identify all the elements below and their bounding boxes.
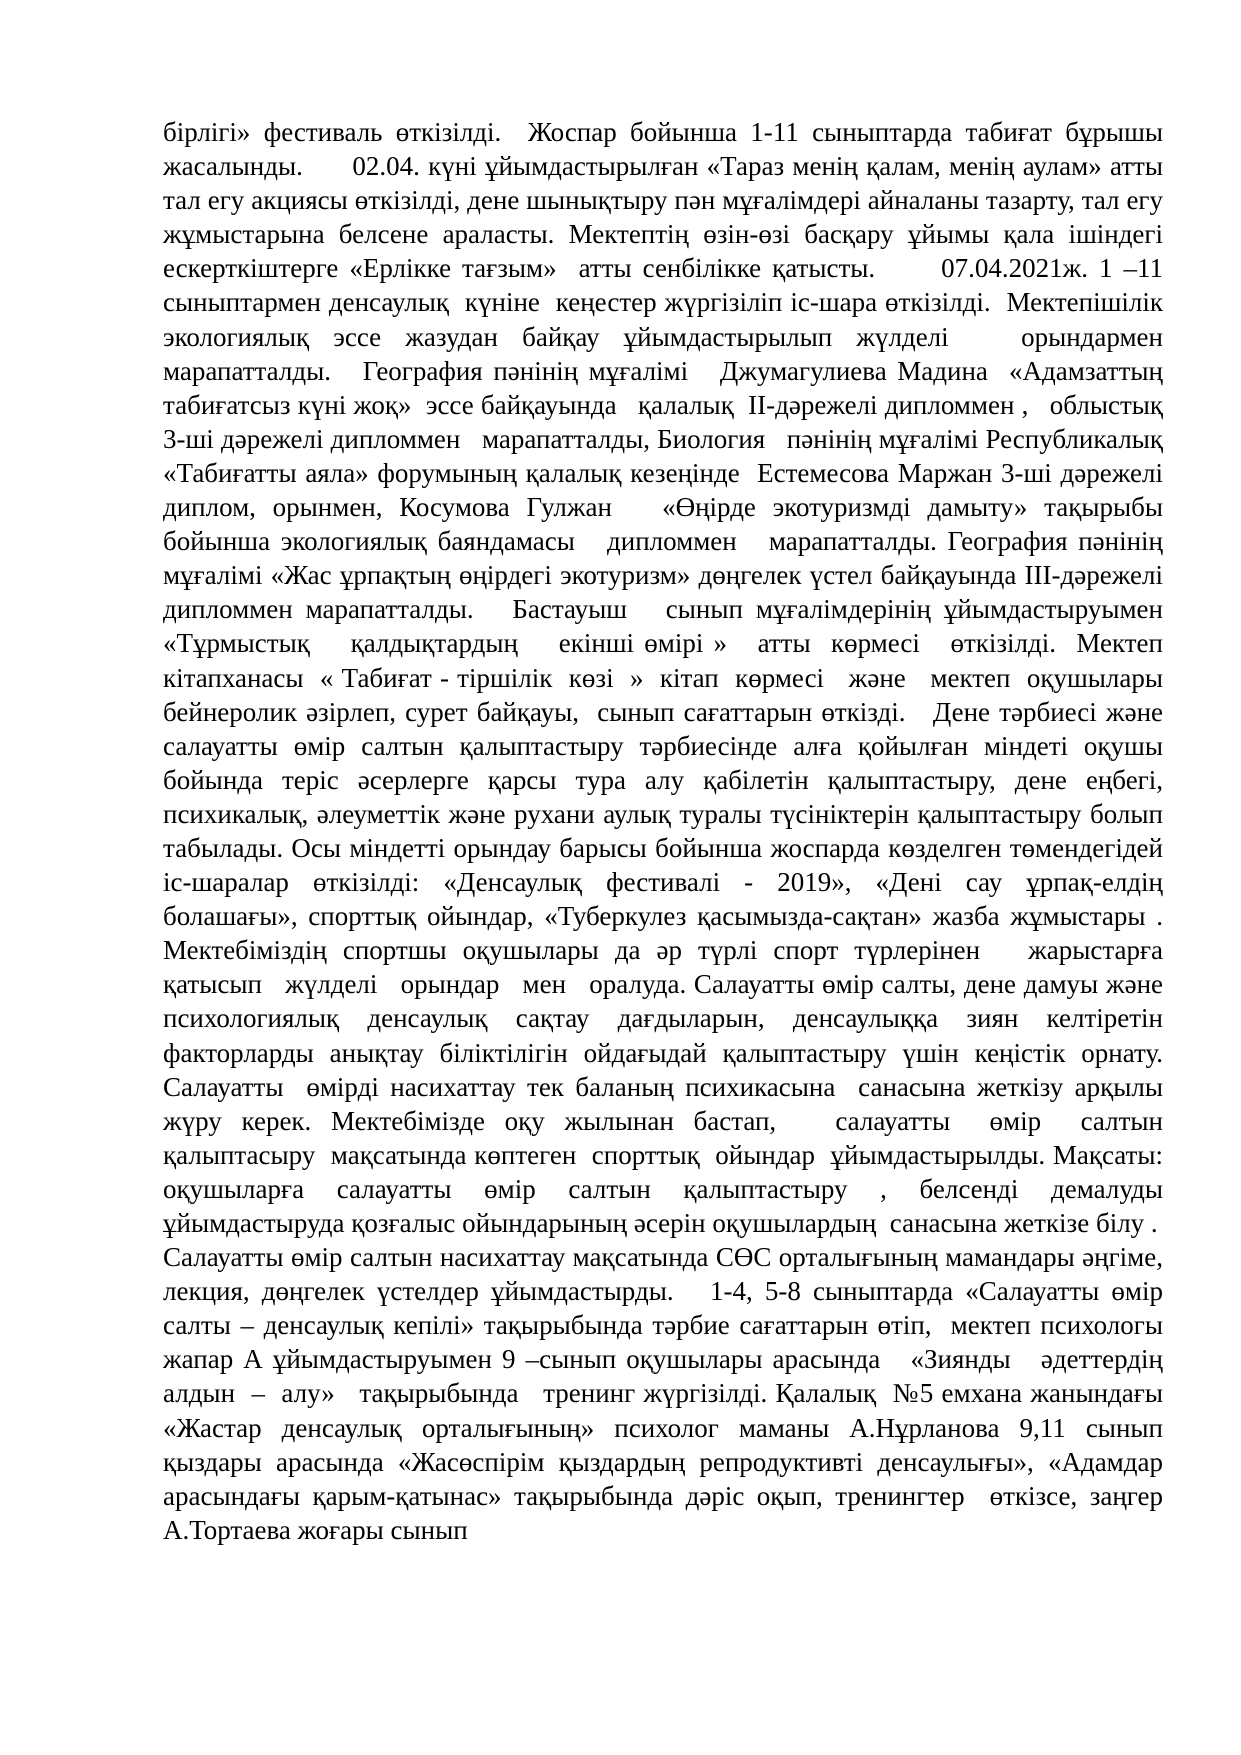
document-page xyxy=(163,115,1184,1547)
paragraph-2: Салауатты өмір салтын насихаттау мақсатында СӨС орталығының мамандары әңгіме, лекция, дөңгелек үстелдер ұйымдастырды. 1-4, 5-8 сыныптарда «Салауатты өмір салты – денсаулық кепілі» тақырыбында тәрбие сағаттарын өтіп, мектеп психологы жапар А ұйымдастыруымен 9 –сынып оқушылары арасында «Зиянды әдеттердің алдын – алу» тақырыбында тренинг жүргізілді. Қалалық №5 емхана жанындағы «Жастар денсаулық орталығының» психолог маманы А.Нұрланова 9,11 сынып қыздары арасында «Жасөспірім қыздардың репродуктивті денсаулығы», «Адамдар арасындағы қарым-қатынас» тақырыбында дәріс оқып, тренингтер өткізсе, заңгер А.Тортаева жоғары сынып xyxy=(163,1242,1184,1545)
paragraph-1: бірлігі» фестиваль өткізілді. Жоспар бойынша 1-11 сыныптарда табиғат бұрышы жасалынды. 02.04. күні ұйымдастырылған «Тараз менің қалам, менің аулам» атты тал егу акциясы өткізілді, дене шынықтыру пән мұғалімдері айналаны тазарту, тал егу жұмыстарына белсене араласты. Мектептің өзін-өзі басқару ұйымы қала ішіндегі ескерткіштерге «Ерлікке тағзым» атты сенбілікке қатысты. 07.04.2021ж. 1 –11 сыныптармен денсаулық күніне кеңестер жүргізіліп іс-шара өткізілді. Мектепішілік экологиялық эссе жазудан байқау ұйымдастырылып жүлделі орындармен марапатталды. География пәнінің мұғалімі Джумагулиева Мадина «Адамзаттың табиғатсыз күні жоқ» эссе байқауында қалалық ІІ-дәрежелі дипломмен , облыстық 3-ші дәрежелі дипломмен марапатталды, Биология пәнінің мұғалімі Республикалық «Табиғатты аяла» форумының қалалық кезеңінде Естемесова Маржан 3-ші дәрежелі диплом, орынмен, Косумова Гулжан «Өңірде экотуризмді дамыту» тақырыбы бойынша экологиялық баяндамасы дипломмен марапатталды. География пәнінің мұғалімі «Жас ұрпақтың өңірдегі экотуризм» дөңгелек үстел байқауында ІІІ-дәрежелі дипломмен марапатталды. Бастауыш сынып мұғалімдерінің ұйымдастыруымен «Тұрмыстық қалдықтардың екінші өмірі » атты көрмесі өткізілді. Мектеп кітапханасы « Табиғат - тіршілік көзі » кітап көрмесі және мектеп оқушылары бейнеролик әзірлеп, сурет байқауы, сынып сағаттарын өткізді. Дене тәрбиесі және салауатты өмір салтын қалыптастыру тәрбиесінде алға қойылған міндеті оқушы бойында теріс әсерлерге қарсы тура алу қабілетін қалыптастыру, дене еңбегі, психикалық, әлеуметтік және рухани аулық туралы түсініктерін қалыптастыру болып табылады. Осы міндетті орындау барысы бойынша жоспарда көзделген төмендегідей іс-шаралар өткізілді: «Денсаулық фестивалі - 2019», «Дені сау ұрпақ-елдің болашағы», спорттық ойындар, «Туберкулез қасымызда-сақтан» жазба жұмыстары . Мектебіміздің спортшы оқушылары да әр түрлі спорт түрлерінен жарыстарға қатысып жүлделі орындар мен оралуда. Салауатты өмір салты, дене дамуы және психологиялық денсаулық сақтау дағдыларын, денсаулыққа зиян келтіретін факторларды анықтау біліктілігін ойдағыдай қалыптастыру үшін кеңістік орнату. Салауатты өмірді насихаттау тек баланың психикасына санасына жеткізу арқылы жүру керек. Мектебімізде оқу жылынан бастап, салауатты өмір салтын қалыптасыру мақсатында көптеген спорттық ойындар ұйымдастырылды. Мақсаты: оқушыларға салауатты өмір салтын қалыптастыру , белсенді демалуды ұйымдастыруда қозғалыс ойындарының әсерін оқушылардың санасына жеткізе білу . xyxy=(163,117,1184,1238)
